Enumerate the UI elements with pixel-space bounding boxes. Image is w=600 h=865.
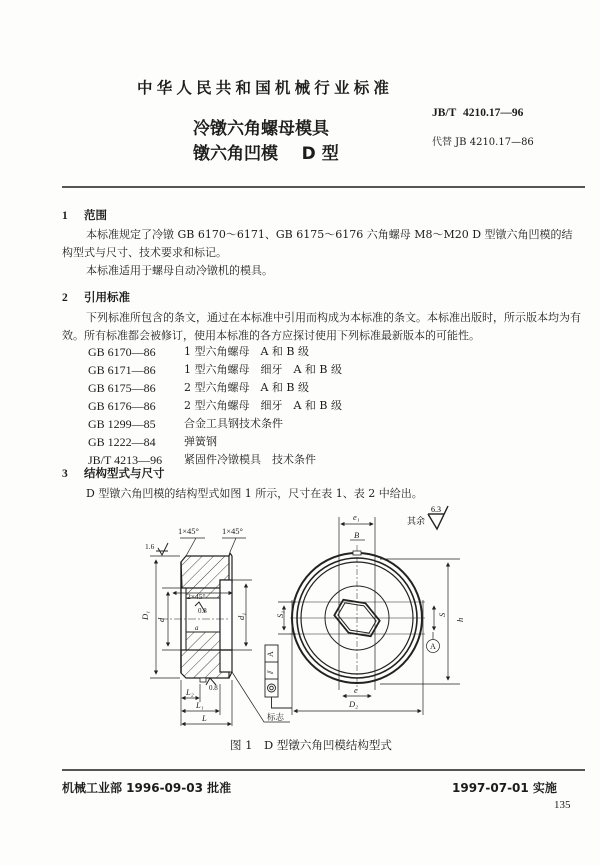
front-dimensions [278, 517, 460, 715]
reference-code: GB 6176—86 [88, 399, 156, 413]
front-labels [275, 512, 465, 709]
section-number: 2 [62, 292, 68, 304]
section-2-para-1: 下列标准所包含的条文，通过在本标准中引用而构成为本标准的条文。本标准出版时，所示版本均为有效。所有标准都会被修订，使用本标准的各方应探讨使用下列标准最新版本的可能性。 [62, 311, 581, 342]
section-1-para-1: 本标准规定了冷镦 GB 6170～6171、GB 6175～6176 六角螺母 M8～M20 D 型镦六角凹模的结构型式与尺寸、技术要求和标记。 [62, 228, 573, 259]
reference-title: 2 型六角螺母 A 和 B 级 [184, 381, 310, 394]
svg-text:d: d [156, 617, 166, 622]
organization-title: 中华人民共和国机械行业标准 [137, 79, 394, 97]
page-number: 135 [554, 799, 571, 811]
section-number: 1 [62, 210, 68, 222]
reference-title: 合金工具钢技术条件 [184, 417, 283, 430]
svg-text:1.6: 1.6 [145, 542, 155, 551]
svg-text:1×45°: 1×45° [222, 526, 243, 536]
figure-caption: 图 1 D 型镦六角凹模结构型式 [230, 738, 392, 752]
svg-text:h: h [455, 617, 465, 622]
front-view [290, 545, 425, 690]
svg-text:d₁: d₁ [236, 612, 246, 620]
section-title: 范围 [84, 208, 107, 222]
reference-title: 1 型六角螺母 细牙 A 和 B 级 [184, 363, 343, 376]
section-1-para-2: 本标准适用于螺母自动冷镦机的模具。 [86, 264, 273, 277]
svg-text:2×45°: 2×45° [187, 592, 206, 601]
roughness-rest-symbol [407, 505, 448, 529]
approval-date: 机械工业部 1996-09-03 批准 [62, 781, 232, 795]
reference-title: 紧固件冷镦模具 技术条件 [184, 453, 316, 466]
reference-code: GB 6171—86 [88, 363, 156, 377]
replaces-standard: 代替 JB 4210.17—86 [432, 137, 534, 148]
title-line-2: 镦六角凹模 D 型 [193, 144, 339, 164]
section-3-para-1: D 型镦六角凹模的结构型式如图 1 所示，尺寸在表 1、表 2 中给出。 [86, 487, 423, 500]
svg-text:标志: 标志 [267, 712, 285, 722]
implementation-date: 1997-07-01 实施 [452, 781, 557, 795]
section-title: 引用标准 [84, 290, 130, 304]
footer-rule [62, 769, 585, 771]
svg-text:e₁: e₁ [353, 512, 360, 522]
svg-text:1×45°: 1×45° [178, 526, 199, 536]
svg-text:B: B [354, 530, 360, 540]
svg-text:0.8: 0.8 [209, 684, 218, 692]
svg-text:a: a [195, 624, 199, 632]
svg-text:e: e [354, 685, 358, 695]
reference-code: GB 6175—86 [88, 381, 156, 395]
svg-text:D₁: D₁ [140, 610, 150, 620]
svg-text:L₁: L₁ [196, 700, 204, 710]
reference-code: GB 1222—84 [88, 435, 156, 449]
section-view [160, 552, 232, 682]
reference-code: JB/T 4213—96 [88, 453, 163, 467]
svg-text:L₂: L₂ [186, 687, 194, 697]
svg-text:S: S [437, 612, 447, 617]
standard-code: JB/T 4210.17—96 [432, 107, 524, 119]
svg-text:D₂: D₂ [349, 699, 359, 709]
svg-text:L: L [202, 713, 207, 723]
reference-title: 弹簧钢 [184, 435, 217, 448]
svg-text:6.3: 6.3 [431, 505, 441, 514]
reference-code: GB 1299—85 [88, 417, 156, 431]
section-number: 3 [62, 468, 68, 480]
reference-code: GB 6170—86 [88, 345, 156, 359]
reference-title: 2 型六角螺母 细牙 A 和 B 级 [184, 399, 343, 412]
svg-text:S₁: S₁ [275, 610, 285, 618]
svg-text:⫽: ⫽ [266, 670, 275, 674]
svg-text:A: A [266, 651, 275, 657]
reference-title: 1 型六角螺母 A 和 B 级 [184, 345, 310, 358]
svg-text:A: A [430, 642, 436, 651]
tolerance-labels [266, 651, 275, 675]
svg-text:其余: 其余 [407, 516, 426, 526]
svg-text:0.8: 0.8 [198, 607, 207, 615]
section-title: 结构型式与尺寸 [84, 466, 165, 480]
title-line-1: 冷镦六角螺母模具 [193, 119, 329, 139]
